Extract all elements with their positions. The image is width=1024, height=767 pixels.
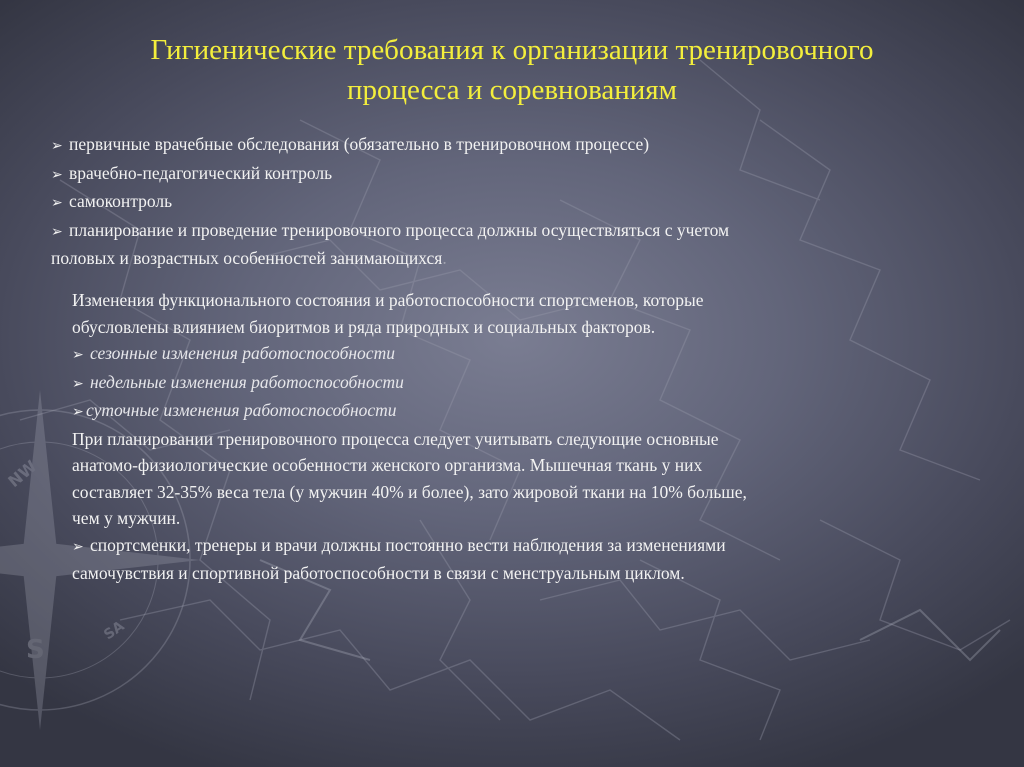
intro-line: обусловлены влиянием биоритмов и ряда природных и социальных факторов. (72, 316, 656, 337)
paragraph-line: чем у мужчин. (72, 508, 181, 528)
compass-s-label: S (26, 635, 45, 665)
functional-changes-text (72, 287, 747, 587)
arrow-bullet-icon: ➢ (51, 223, 63, 240)
italic-list-item: ➢ сезонные изменения работоспособности (72, 340, 747, 369)
list-item: ➢ врачебно-педагогический контроль (51, 160, 729, 189)
list-item: ➢ планирование и проведение тренировочного процесса должны осуществляться с учетом (51, 217, 729, 246)
arrow-bullet-icon: ➢ (51, 138, 63, 154)
slide-title (70, 30, 954, 110)
arrow-bullet-icon: ➢ (72, 375, 84, 392)
list-item-continuation: половых и возрастных особенностей занимающихся. (51, 248, 447, 268)
paragraph-line: анатомо-физиологические особенности женского организма. Мышечная ткань у них (72, 455, 703, 475)
arrow-bullet-icon: ➢ (51, 166, 63, 183)
paragraph-line: составляет 32-35% веса тела (у мужчин 40% и более), зато жировой ткани на 10% больше, (72, 481, 747, 502)
list-item: ➢ самоконтроль (51, 188, 729, 217)
italic-list-item: ➢ суточные изменения работоспособности (72, 397, 747, 426)
requirements-list (51, 131, 729, 272)
paragraph-line: При планировании тренировочного процесса следует учитывать следующие основные (72, 428, 719, 449)
list-item-continuation: самочувствия и спортивной работоспособности в связи с менструальным циклом. (72, 563, 685, 583)
compass-nw-label: NW (4, 456, 41, 492)
arrow-bullet-icon: ➢ (51, 195, 63, 211)
title-line-2: процесса и соревнованиям (347, 74, 677, 106)
arrow-bullet-icon: ➢ (72, 347, 84, 363)
arrow-bullet-icon: ➢ (72, 538, 84, 555)
intro-line: Изменения функционального состояния и работоспособности спортсменов, которые (72, 290, 704, 310)
compass-sa-label: SA (101, 618, 128, 644)
list-item: ➢ первичные врачебные обследования (обязательно в тренировочном процессе) (51, 131, 729, 160)
italic-list-item: ➢ недельные изменения работоспособности (72, 369, 747, 398)
list-item: ➢ спортсменки, тренеры и врачи должны постоянно вести наблюдения за изменениями (72, 532, 747, 561)
title-line-1: Гигиенические требования к организации тренировочного (150, 34, 874, 66)
arrow-bullet-icon: ➢ (72, 404, 84, 420)
